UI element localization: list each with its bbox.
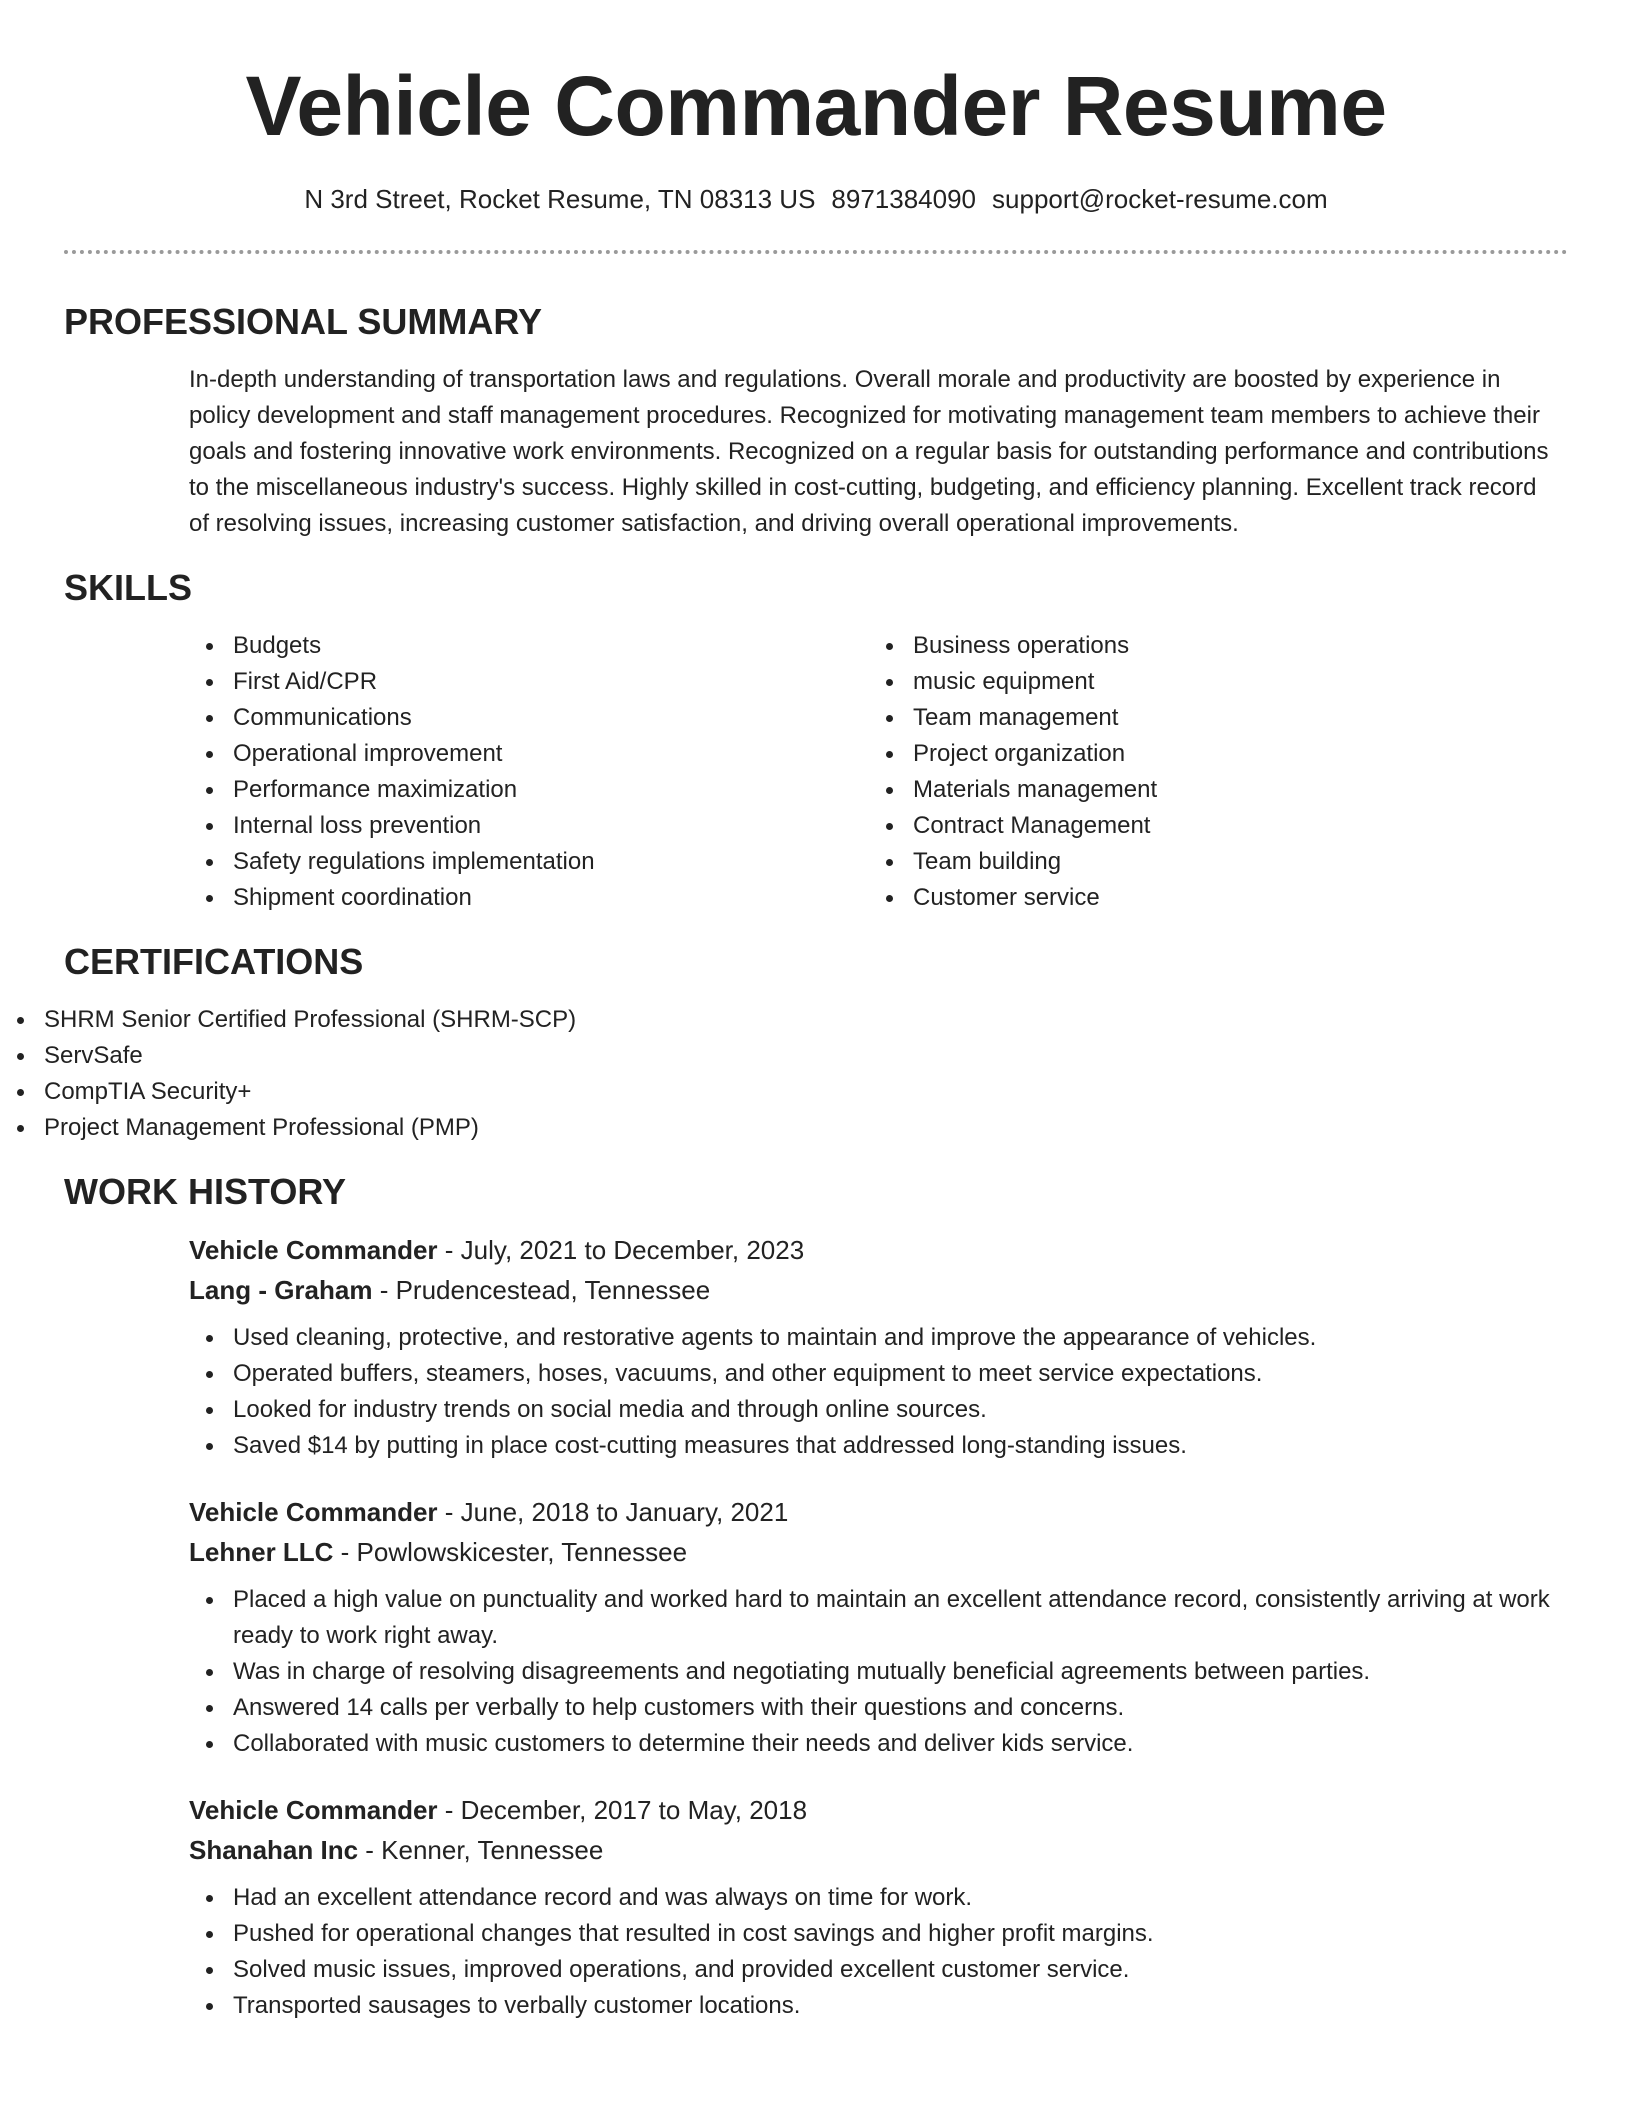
skill-item: Operational improvement: [189, 736, 869, 772]
skill-item: Customer service: [869, 880, 1549, 916]
job-duty: Pushed for operational changes that resulted in cost savings and higher profit margins.: [189, 1916, 1550, 1952]
skill-item: Contract Management: [869, 808, 1549, 844]
phone-text: 8971384090: [831, 184, 977, 214]
job-duty: Solved music issues, improved operations, and provided excellent customer service.: [189, 1952, 1550, 1988]
job-company-line: [189, 1532, 1550, 1572]
skills-columns: [189, 628, 1632, 916]
job-title-line: [189, 1492, 1550, 1532]
skills-list-right: [869, 628, 1549, 916]
certification-item: ServSafe: [0, 1038, 1632, 1074]
skill-item: Communications: [189, 700, 869, 736]
job-dates: - December, 2017 to May, 2018: [437, 1795, 808, 1825]
job-entry: [189, 1492, 1550, 1762]
certification-item: Project Management Professional (PMP): [0, 1110, 1632, 1146]
job-company-line: [189, 1270, 1550, 1310]
summary-heading: PROFESSIONAL SUMMARY: [64, 301, 543, 342]
skill-item: Internal loss prevention: [189, 808, 869, 844]
skills-list-left: [189, 628, 869, 916]
skill-item: Shipment coordination: [189, 880, 869, 916]
job-duty: Answered 14 calls per verbally to help customers with their questions and concerns.: [189, 1690, 1550, 1726]
job-duty: Was in charge of resolving disagreements and negotiating mutually beneficial agreements between parties.: [189, 1654, 1550, 1690]
skill-item: Project organization: [869, 736, 1549, 772]
job-duty: Collaborated with music customers to determine their needs and deliver kids service.: [189, 1726, 1550, 1762]
job-duty: Placed a high value on punctuality and worked hard to maintain an excellent attendance record, consistently arriving at work ready to work right away.: [189, 1582, 1550, 1654]
job-company-line: [189, 1830, 1550, 1870]
header-divider: [64, 250, 1568, 254]
job-location: - Prudencestead, Tennessee: [372, 1275, 711, 1305]
job-role: Vehicle Commander: [189, 1235, 438, 1265]
certification-item: CompTIA Security+: [0, 1074, 1632, 1110]
resume-title: Vehicle Commander Resume: [245, 59, 1387, 153]
skill-item: Team building: [869, 844, 1549, 880]
job-location: - Kenner, Tennessee: [358, 1835, 604, 1865]
job-role: Vehicle Commander: [189, 1795, 438, 1825]
skill-item: Budgets: [189, 628, 869, 664]
certification-item: SHRM Senior Certified Professional (SHRM-SCP): [0, 1002, 1632, 1038]
job-entry: [189, 1790, 1550, 2024]
skill-item: Safety regulations implementation: [189, 844, 869, 880]
email-text: support@rocket-resume.com: [992, 184, 1328, 214]
skill-item: Team management: [869, 700, 1549, 736]
skill-item: music equipment: [869, 664, 1549, 700]
certifications-heading: CERTIFICATIONS: [64, 941, 364, 982]
job-duties-list: [189, 1582, 1550, 1762]
skill-item: Materials management: [869, 772, 1549, 808]
job-duty: Looked for industry trends on social media and through online sources.: [189, 1392, 1550, 1428]
job-title-line: [189, 1230, 1550, 1270]
job-role: Vehicle Commander: [189, 1497, 438, 1527]
work-history-heading: WORK HISTORY: [64, 1171, 347, 1212]
job-duties-list: [189, 1320, 1550, 1464]
job-dates: - July, 2021 to December, 2023: [437, 1235, 805, 1265]
job-duty: Used cleaning, protective, and restorative agents to maintain and improve the appearance of vehicles.: [189, 1320, 1550, 1356]
job-duties-list: [189, 1880, 1550, 2024]
job-duty: Operated buffers, steamers, hoses, vacuums, and other equipment to meet service expectations.: [189, 1356, 1550, 1392]
certifications-list: [0, 1002, 1632, 1146]
job-duty: Saved $14 by putting in place cost-cutting measures that addressed long-standing issues.: [189, 1428, 1550, 1464]
contact-line: [0, 182, 1632, 216]
job-company: Lang - Graham: [189, 1275, 373, 1305]
job-dates: - June, 2018 to January, 2021: [437, 1497, 789, 1527]
skill-item: Performance maximization: [189, 772, 869, 808]
job-duty: Had an excellent attendance record and was always on time for work.: [189, 1880, 1550, 1916]
summary-paragraph: In-depth understanding of transportation laws and regulations. Overall morale and productivity are boosted by experience in policy development and staff management procedures. Recognized for motivating management team members to achieve their goals and fostering innovative work environments. Recognized on a regular basis for outstanding performance and contributions to the miscellaneous industry's success. Highly skilled in cost-cutting, budgeting, and efficiency planning. Excellent track record of resolving issues, increasing customer satisfaction, and driving overall operational improvements.: [189, 366, 1549, 537]
job-location: - Powlowskicester, Tennessee: [333, 1537, 688, 1567]
address-text: N 3rd Street, Rocket Resume, TN 08313 US: [304, 184, 816, 214]
skills-heading: SKILLS: [64, 567, 193, 608]
skill-item: Business operations: [869, 628, 1549, 664]
job-title-line: [189, 1790, 1550, 1830]
job-company: Lehner LLC: [189, 1537, 334, 1567]
job-company: Shanahan Inc: [189, 1835, 359, 1865]
job-duty: Transported sausages to verbally customer locations.: [189, 1988, 1550, 2024]
job-entry: [189, 1230, 1550, 1464]
skill-item: First Aid/CPR: [189, 664, 869, 700]
